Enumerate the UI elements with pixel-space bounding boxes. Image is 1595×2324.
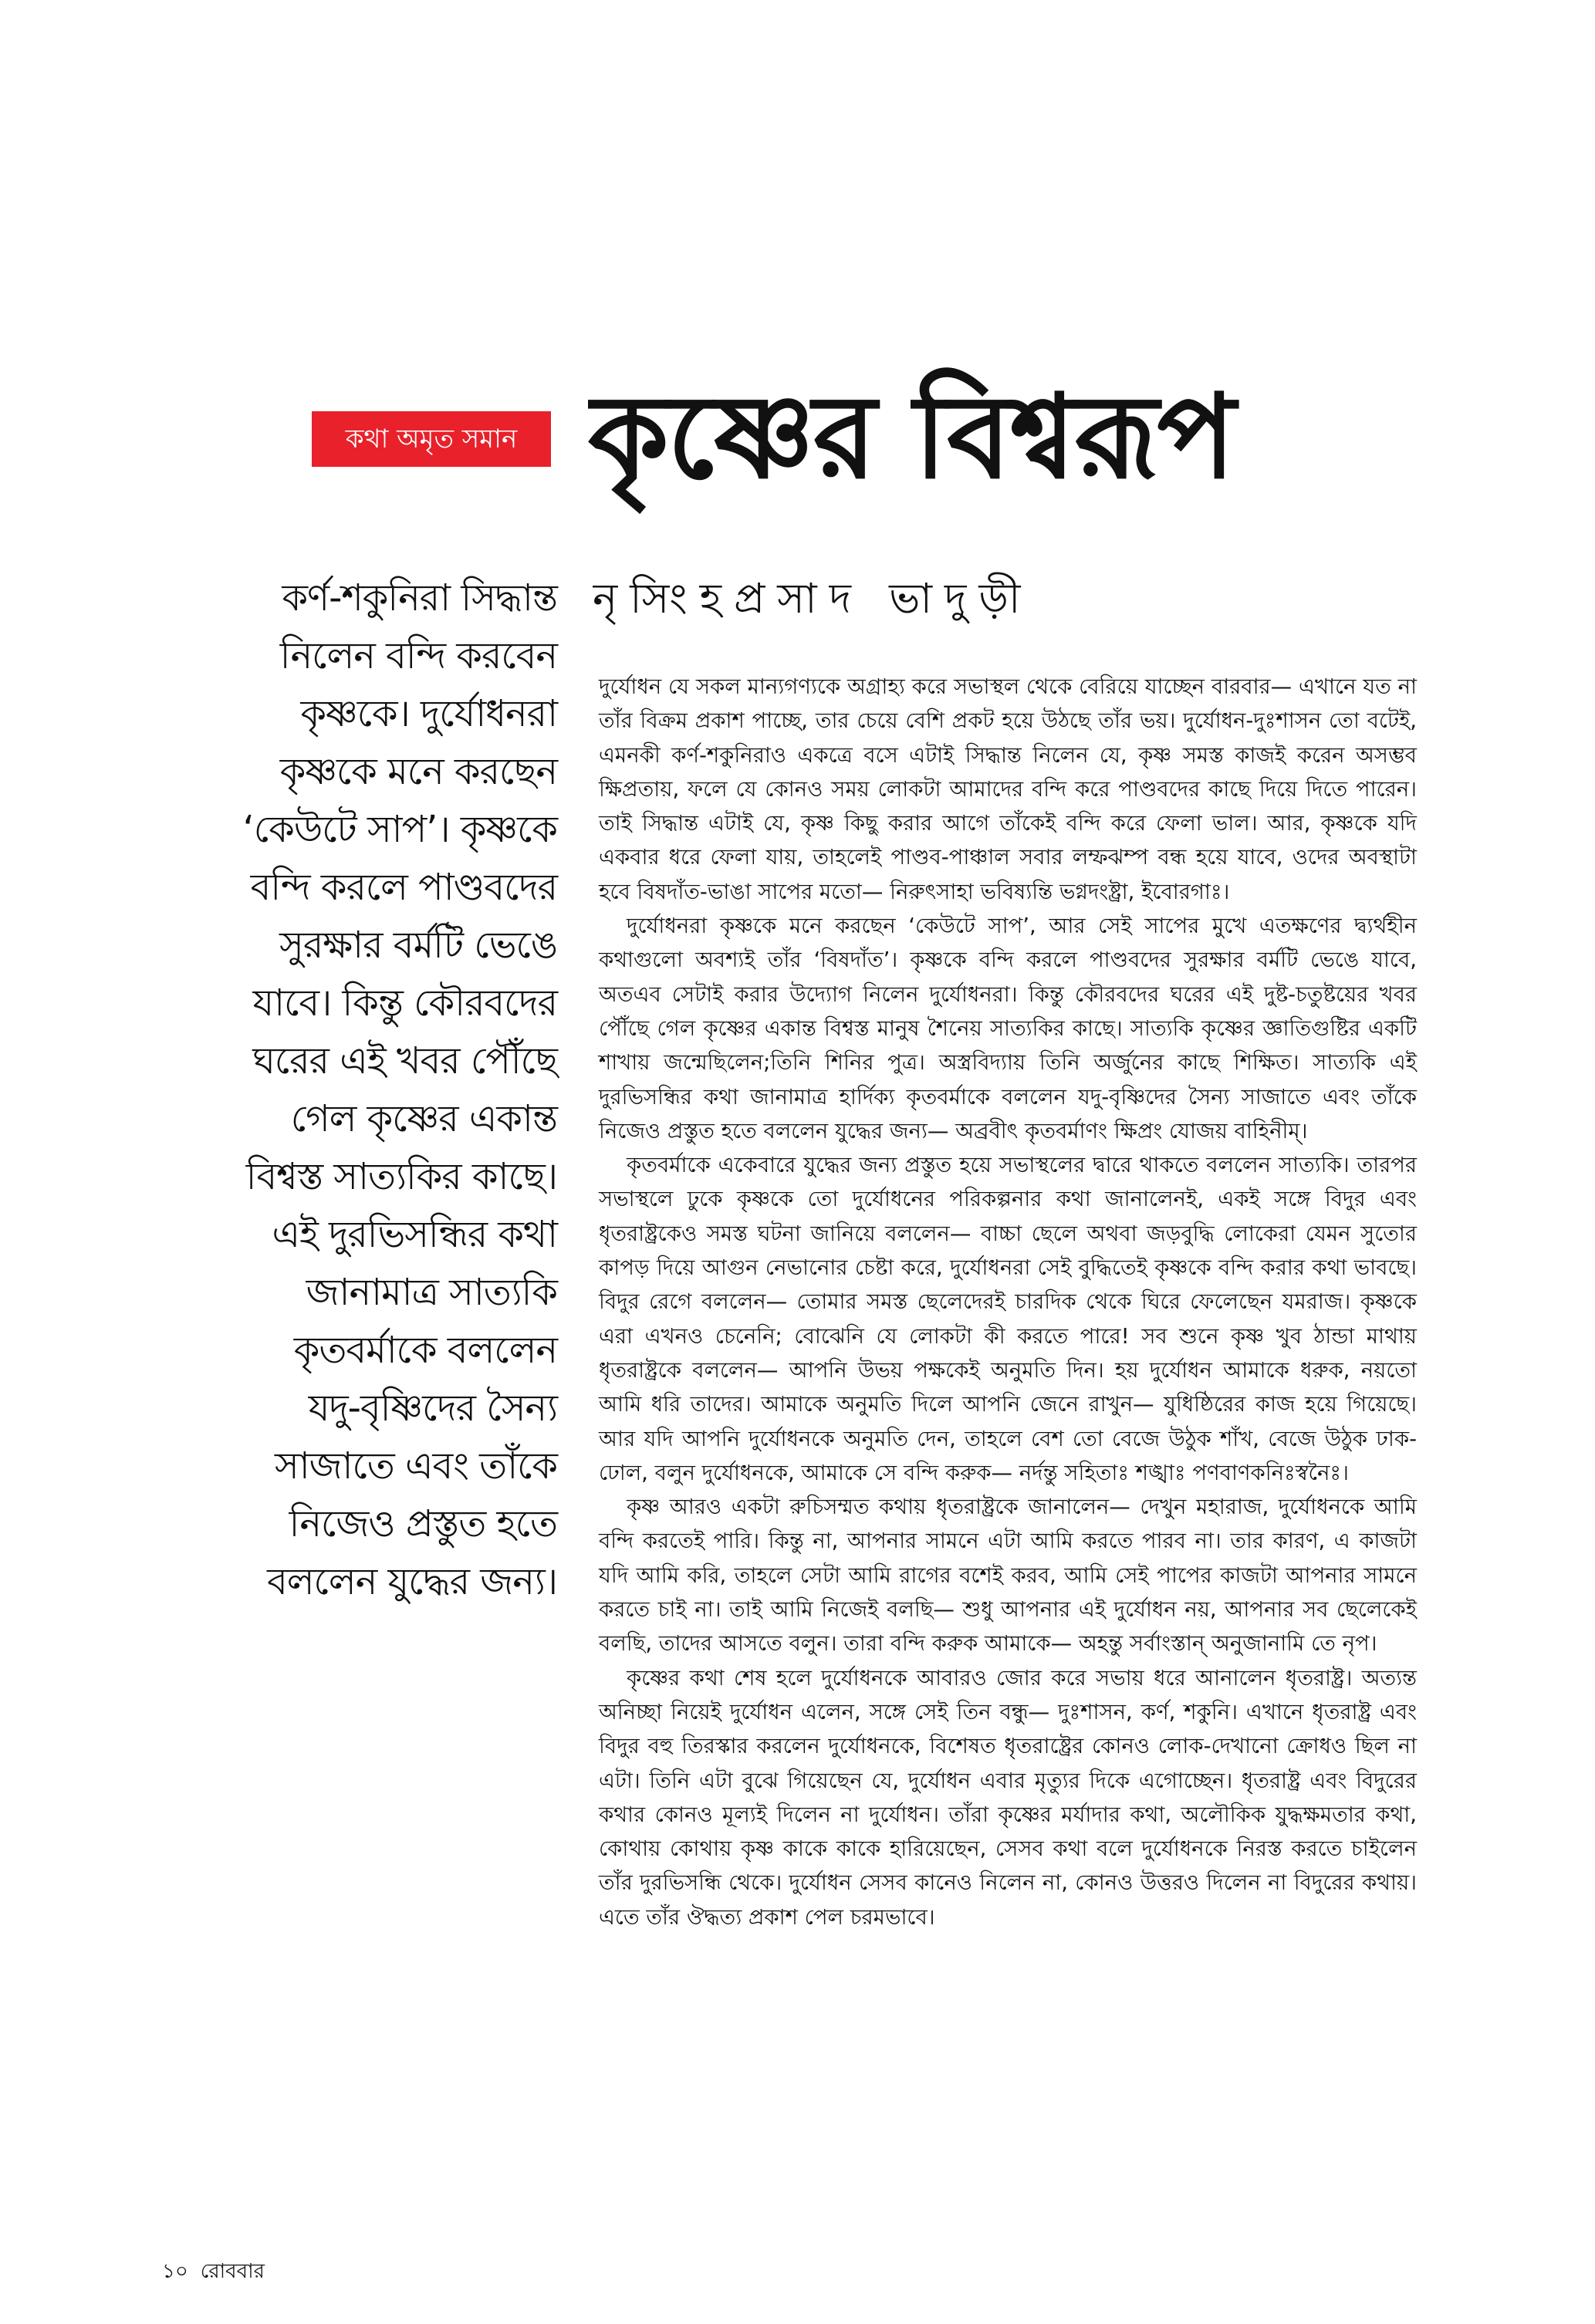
article-body <box>599 670 1417 2159</box>
pull-quote <box>162 569 557 1619</box>
author-byline: নৃসিংহপ্রসাদ ভাদুড়ী <box>593 574 1033 623</box>
magazine-name: রোববার <box>200 2260 265 2283</box>
article-paragraph: কৃতবর্মাকে একেবারে যুদ্ধের জন্য প্রস্তুত হয়ে সভাস্থলের দ্বারে থাকতে বললেন সাত্যকি। তারপর সভাস্থলে ঢুকে কৃষ্ণকে তো দুর্যোধনের পরিকল্পনার কথা জানালেনই, একই সঙ্গে বিদুর এবং ধৃতরাষ্ট্রকেও সমস্ত ঘটনা জানিয়ে বললেন— বাচ্চা ছেলে অথবা জড়বুদ্ধি লোকেরা যেমন সুতোর কাপড় দিয়ে আগুন নেভানোর চেষ্টা করে, দুর্যোধনরা সেই বুদ্ধিতেই কৃষ্ণকে বন্দি করার কথা ভাবছে। বিদুর রেগে বললেন— তোমার সমস্ত ছেলেদেরই চারদিক থেকে ঘিরে ফেলেছেন যমরাজ। কৃষ্ণকে এরা এখনও চেনেনি; বোঝেনি যে লোকটা কী করতে পারে! সব শুনে কৃষ্ণ খুব ঠান্ডা মাথায় ধৃতরাষ্ট্রকে বললেন— আপনি উভয় পক্ষকেই অনুমতি দিন। হয় দুর্যোধন আমাকে ধরুক, নয়তো আমি ধরি তাদের। আমাকে অনুমতি দিলে আপনি জেনে রাখুন— যুধিষ্ঠিরের কাজ হয়ে গিয়েছে। আর যদি আপনি দুর্যোধনকে অনুমতি দেন, তাহলে বেশ তো বেজে উঠুক শাঁখ, বেজে উঠুক ঢাক-ঢোল, বলুন দুর্যোধনকে, আমাকে সে বন্দি করুক— নর্দন্তু সহিতাঃ শঙ্খাঃ পণবাণকনিঃস্বনৈঃ। <box>599 1153 1417 1485</box>
pull-quote-line: জানামাত্র সাত্যকি <box>306 1271 557 1314</box>
section-tag: কথা অমৃত সমান <box>312 411 551 467</box>
pull-quote-line: বন্দি করলে পাণ্ডবদের <box>250 866 557 909</box>
page-footer <box>162 2256 394 2287</box>
article-title: কৃষ্ণের বিশ্বরূপ <box>588 370 1235 505</box>
pull-quote-line: কৃতবর্মাকে বললেন <box>293 1329 557 1372</box>
article-paragraph: দুর্যোধন যে সকল মান্যগণ্যকে অগ্রাহ্য করে সভাস্থল থেকে বেরিয়ে যাচ্ছেন বারবার— এখানে যত না তাঁর বিক্রম প্রকাশ পাচ্ছে, তার চেয়ে বেশি প্রকট হয়ে উঠছে তাঁর ভয়। দুর্যোধন-দুঃশাসন তো বটেই, এমনকী কর্ণ-শকুনিরাও একত্রে বসে এটাই সিদ্ধান্ত নিলেন যে, কৃষ্ণ সমস্ত কাজই করেন অসম্ভব ক্ষিপ্রতায়, ফলে যে কোনও সময় লোকটা আমাদের বন্দি করে পাণ্ডবদের কাছে দিয়ে দিতে পারেন। তাই সিদ্ধান্ত এটাই যে, কৃষ্ণ কিছু করার আগে তাঁকেই বন্দি করে ফেলা ভাল। আর, কৃষ্ণকে যদি একবার ধরে ফেলা যায়, তাহলেই পাণ্ডব-পাঞ্চাল সবার লম্ফঝম্প বন্ধ হয়ে যাবে, ওদের অবস্থাটা হবে বিষদাঁত-ভাঙা সাপের মতো— নিরুৎসাহা ভবিষ্যন্তি ভগ্নদংষ্ট্রা, ইবোরগাঃ। <box>599 674 1417 904</box>
pull-quote-line: সুরক্ষার বর্মটি ভেঙে <box>279 924 557 967</box>
page-number: ১০ <box>162 2260 188 2283</box>
article-paragraph: কৃষ্ণের কথা শেষ হলে দুর্যোধনকে আবারও জোর করে সভায় ধরে আনালেন ধৃতরাষ্ট্র। অত্যন্ত অনিচ্ছা নিয়েই দুর্যোধন এলেন, সঙ্গে সেই তিন বন্ধু— দুঃশাসন, কর্ণ, শকুনি। এখানে ধৃতরাষ্ট্র এবং বিদুর বহু তিরস্কার করলেন দুর্যোধনকে, বিশেষত ধৃতরাষ্ট্রের কোনও লোক-দেখানো ক্রোধও ছিল না এটা। তিনি এটা বুঝে গিয়েছেন যে, দুর্যোধন এবার মৃত্যুর দিকে এগোচ্ছেন। ধৃতরাষ্ট্র এবং বিদুরের কথার কোনও মূল্যই দিলেন না দুর্যোধন। তাঁরা কৃষ্ণের মর্যাদার কথা, অলৌকিক যুদ্ধক্ষমতার কথা, কোথায় কোথায় কৃষ্ণ কাকে কাকে হারিয়েছেন, সেসব কথা বলে দুর্যোধনকে নিরস্ত করতে চাইলেন তাঁর দুরভিসন্ধি থেকে। দুর্যোধন সেসব কানেও নিলেন না, কোনও উত্তরও দিলেন না বিদুরের কথায়। এতে তাঁর ঔদ্ধত্য প্রকাশ পেল চরমভাবে। <box>599 1665 1417 1930</box>
article-paragraph: দুর্যোধনরা কৃষ্ণকে মনে করছেন ‘কেউটে সাপ’, আর সেই সাপের মুখে এতক্ষণের দ্ব্যর্থহীন কথাগুলো অবশ্যই তাঁর ‘বিষদাঁত’। কৃষ্ণকে বন্দি করলে পাণ্ডবদের সুরক্ষার বর্মটি ভেঙে যাবে, অতএব সেটাই করার উদ্যোগ নিলেন দুর্যোধনরা। কিন্তু কৌরবদের ঘরের এই দুষ্ট-চতুষ্টয়ের খবর পৌঁছে গেল কৃষ্ণের একান্ত বিশ্বস্ত মানুষ শৈনেয় সাত্যকির কাছে। সাত্যকি কৃষ্ণের জ্ঞাতিগুষ্টির একটি শাখায় জন্মেছিলেন;তিনি শিনির পুত্র। অস্ত্রবিদ্যায় তিনি অর্জুনের কাছে শিক্ষিত। সাত্যকি এই দুরভিসন্ধির কথা জানামাত্র হার্দিক্য কৃতবর্মাকে বললেন যদু-বৃষ্ণিদের সৈন্য সাজাতে এবং তাঁকে নিজেও প্রস্তুত হতে বললেন যুদ্ধের জন্য— অব্রবীৎ কৃতবর্মাণং ক্ষিপ্রং যোজয় বাহিনীম্। <box>599 914 1417 1143</box>
pull-quote-line: গেল কৃষ্ণের একান্ত <box>290 1097 557 1140</box>
pull-quote-line: ঘরের এই খবর পৌঁছে <box>252 1039 557 1083</box>
pull-quote-line: বিশ্বস্ত সাত্যকির কাছে। <box>245 1155 557 1198</box>
pull-quote-line: বললেন যুদ্ধের জন্য। <box>267 1560 557 1603</box>
pull-quote-line: যাবে। কিন্তু কৌরবদের <box>252 981 557 1025</box>
pull-quote-line: নিজেও প্রস্তুত হতে <box>289 1502 557 1545</box>
article-paragraph: কৃষ্ণ আরও একটা রুচিসম্মত কথায় ধৃতরাষ্ট্রকে জানালেন— দেখুন মহারাজ, দুর্যোধনকে আমি বন্দি করতেই পারি। কিন্তু না, আপনার সামনে এটা আমি করতে পারব না। তার কারণ, এ কাজটা যদি আমি করি, তাহলে সেটা আমি রাগের বশেই করব, আমি সেই পাপের কাজটা আপনার সামনে করতে চাই না। তাই আমি নিজেই বলছি— শুধু আপনার এই দুর্যোধন নয়, আপনার সব ছেলেকেই বলছি, তাদের আসতে বলুন। তারা বন্দি করুক আমাকে— অহন্তু সর্বাংস্তান্ অনুজানামি তে নৃপ। <box>599 1495 1417 1657</box>
pull-quote-line: ‘কেউটে সাপ’। কৃষ্ণকে <box>242 808 557 851</box>
pull-quote-line: সাজাতে এবং তাঁকে <box>274 1444 557 1488</box>
pull-quote-line: নিলেন বন্দি করবেন <box>279 634 557 677</box>
pull-quote-line: কর্ণ-শকুনিরা সিদ্ধান্ত <box>282 576 557 620</box>
pull-quote-line: যদু-বৃষ্ণিদের সৈন্য <box>308 1387 557 1430</box>
pull-quote-line: কৃষ্ণকে। দুর্যোধনরা <box>300 692 557 735</box>
pull-quote-line: এই দুরভিসন্ধির কথা <box>272 1213 557 1256</box>
pull-quote-line: কৃষ্ণকে মনে করছেন <box>279 750 557 793</box>
